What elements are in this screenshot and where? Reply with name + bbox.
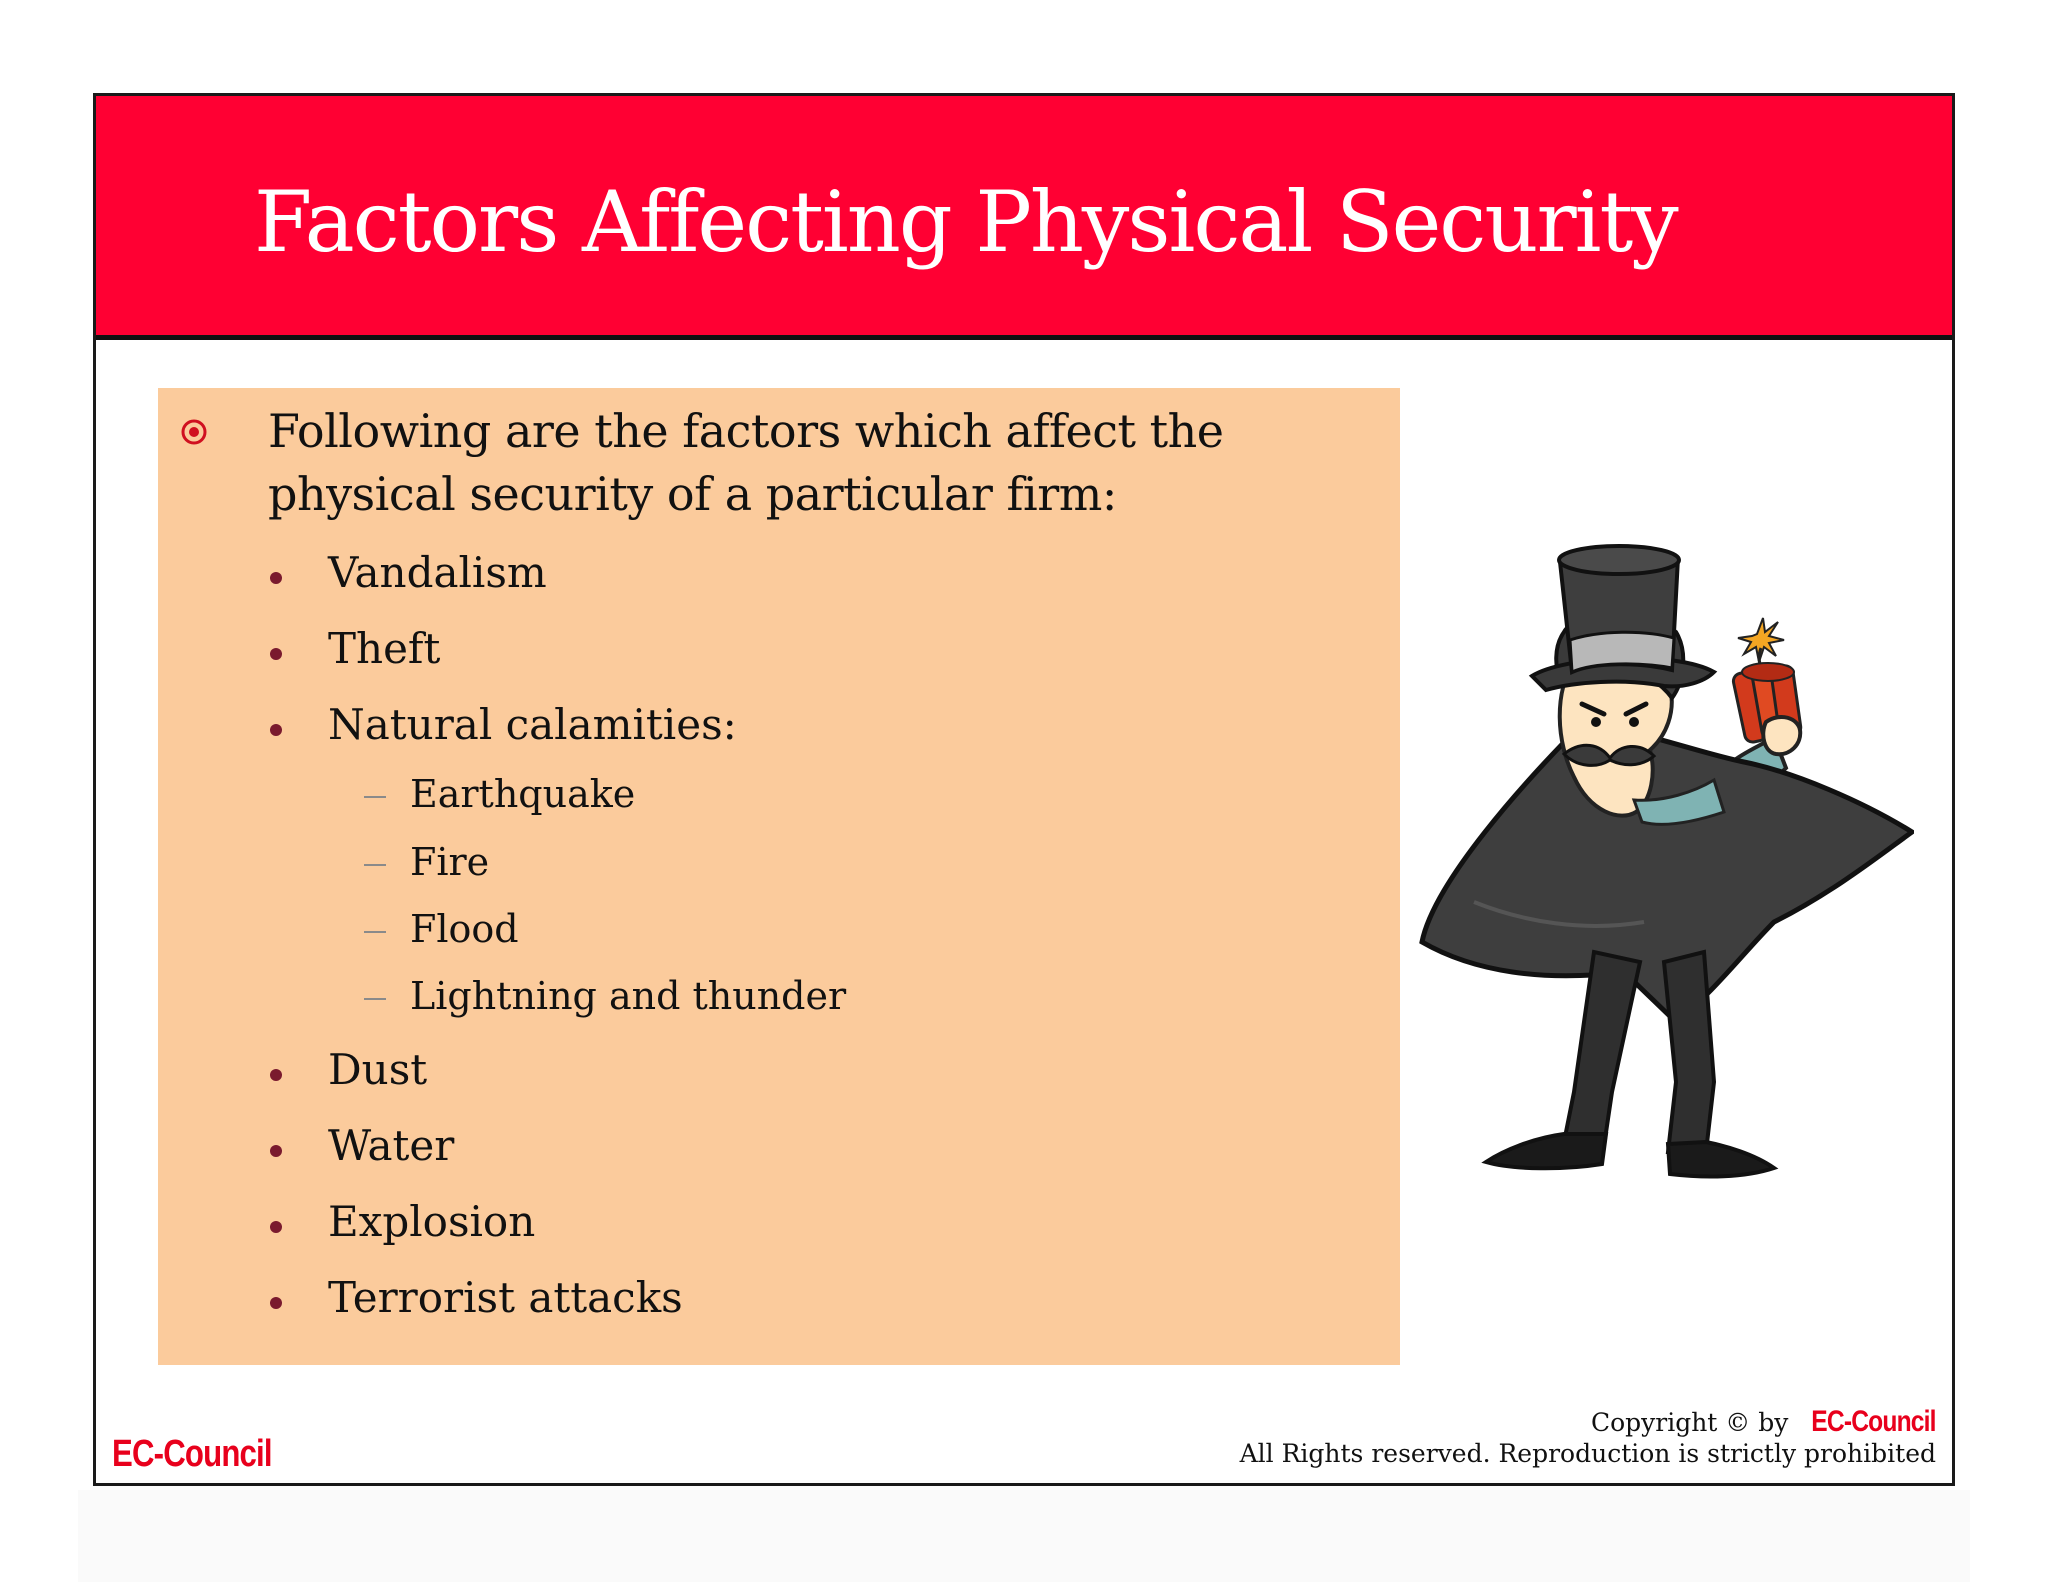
bomb-villain-illustration xyxy=(1414,522,1914,1242)
rights-text: All Rights reserved. Reproduction is strictly prohibited xyxy=(1239,1439,1936,1468)
factor-item-label: Dust xyxy=(328,1045,428,1094)
factor-item-label: Vandalism xyxy=(328,548,547,597)
factor-subitem-label: Lightning and thunder xyxy=(410,974,847,1018)
page-background xyxy=(78,1490,1970,1582)
factor-item-label: Theft xyxy=(328,624,441,673)
bullet-dot-icon xyxy=(270,1145,282,1157)
bullet-dot-icon xyxy=(270,1069,282,1081)
content-box xyxy=(158,388,1400,1365)
circled-dot-icon xyxy=(180,418,208,446)
factor-item-label: Natural calamities: xyxy=(328,700,737,749)
bullet-dot-icon xyxy=(270,724,282,736)
dash-icon xyxy=(364,998,386,1000)
intro-text: Following are the factors which affect the physical security of a particular firm: xyxy=(268,404,1224,521)
dash-icon xyxy=(364,864,386,866)
title-bar xyxy=(96,96,1952,340)
factor-item-label: Explosion xyxy=(328,1197,536,1246)
dash-icon xyxy=(364,796,386,798)
bullet-dot-icon xyxy=(270,1297,282,1309)
factor-subitem-label: Flood xyxy=(410,907,519,951)
slide xyxy=(93,93,1955,1486)
top-hat-icon xyxy=(1532,546,1714,690)
slide-title: Factors Affecting Physical Security xyxy=(254,173,1677,271)
copyright-notice xyxy=(1240,1406,1936,1469)
factor-item-label: Water xyxy=(328,1121,455,1170)
factor-subitem-label: Earthquake xyxy=(410,772,636,816)
bullet-dot-icon xyxy=(270,572,282,584)
copyright-prefix: Copyright © by xyxy=(1590,1408,1789,1437)
bullet-dot-icon xyxy=(270,648,282,660)
factor-subitem-label: Fire xyxy=(410,840,490,884)
bullet-dot-icon xyxy=(270,1221,282,1233)
brand-logo: EC-Council xyxy=(112,1433,272,1475)
dash-icon xyxy=(364,931,386,933)
factor-item-label: Terrorist attacks xyxy=(328,1273,683,1322)
copyright-brand: EC-Council xyxy=(1811,1405,1936,1438)
